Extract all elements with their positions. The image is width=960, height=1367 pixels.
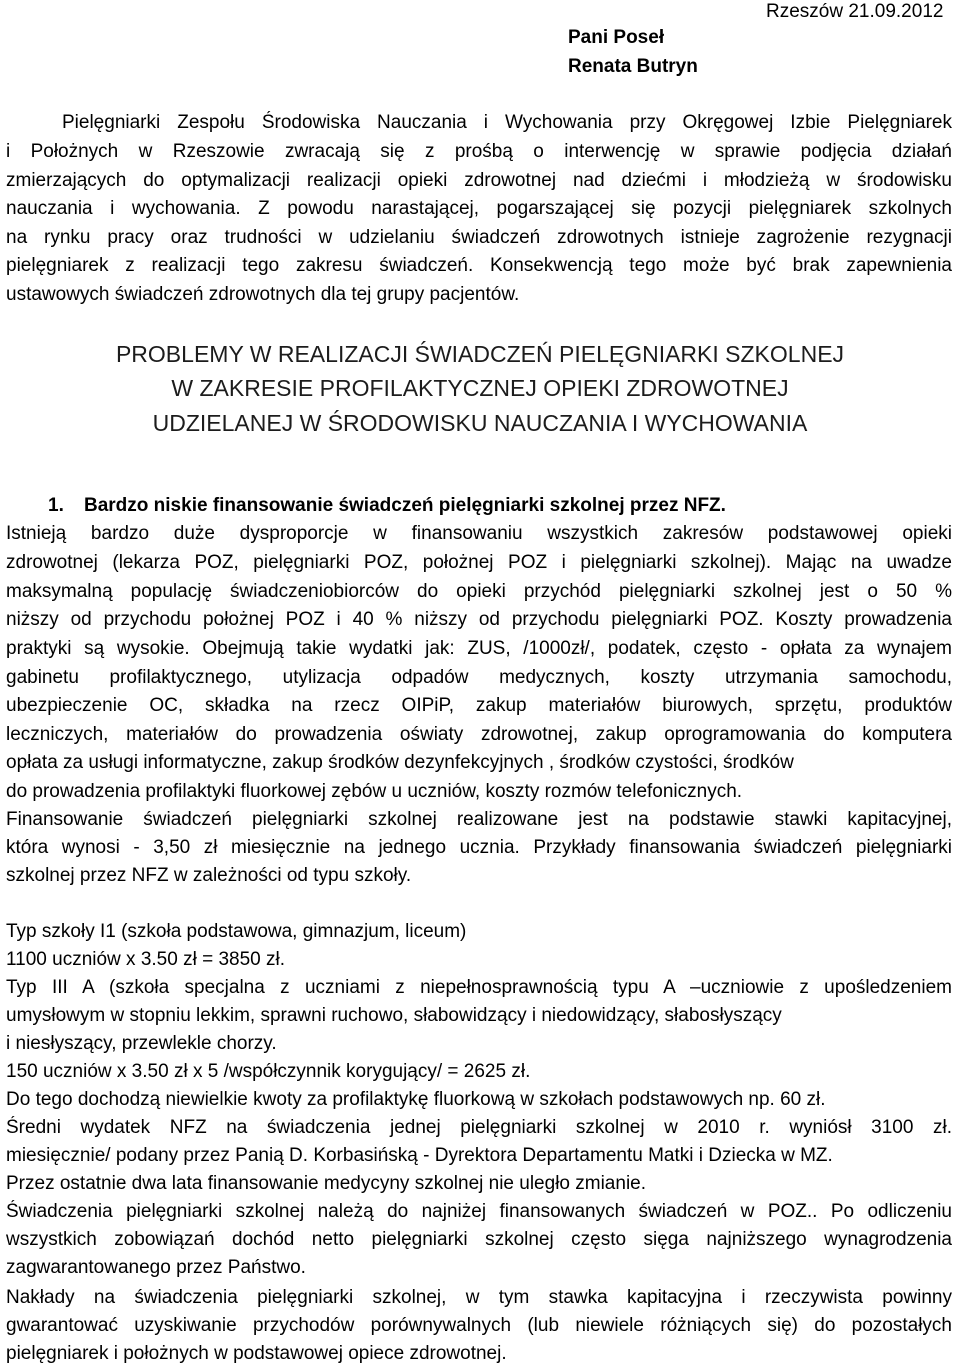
text-line: pielęgniarek z realizacji tego zakresu świadczeń. Konsekwencją tego może być brak zapewnienia xyxy=(6,255,952,276)
heading-line: PROBLEMY W REALIZACJI ŚWIADCZEŃ PIELĘGNIARKI SZKOLNEJ xyxy=(115,341,845,367)
text-line: Istnieją bardzo duże dysproporcje w finansowaniu wszystkich zakresów podstawowej opieki xyxy=(6,523,952,544)
text-line: która wynosi - 3,50 zł miesięcznie na jednego ucznia. Przykłady finansowania świadczeń pielęgniarki xyxy=(6,837,952,858)
text-line: zmierzających do optymalizacji realizacji opieki zdrowotnej nad dziećmi i młodzieżą w środowisku xyxy=(6,170,952,191)
text-line: Nakłady na świadczenia pielęgniarki szkolnej, w tym stawka kapitacyjna i rzeczywista powinny xyxy=(6,1287,952,1308)
text-line: Finansowanie świadczeń pielęgniarki szkolnej realizowane jest na podstawie stawki kapitacyjnej, xyxy=(6,809,952,830)
text-line: gwarantować uzyskiwanie przychodów porównywalnych (lub niewiele różniących się) do pozostałych xyxy=(6,1315,952,1336)
recipient-name: Renata Butryn xyxy=(568,56,698,77)
text-line: i niesłyszący, przewlekle chorzy. xyxy=(6,1033,277,1054)
text-line: wszystkich zobowiązań dochód netto pielęgniarki szkolnej często sięga najniższego wynagrodzenia xyxy=(6,1229,952,1250)
text-line: 150 uczniów x 3.50 zł x 5 /współczynnik korygujący/ = 2625 zł. xyxy=(6,1061,531,1082)
text-line: niższy od przychodu położnej POZ i 40 % niższy od przychodu pielęgniarki POZ. Koszty prowadzenia xyxy=(6,609,952,630)
text-line: pielęgniarek i położnych w podstawowej opiece zdrowotnej. xyxy=(6,1343,507,1364)
text-line: Przez ostatnie dwa lata finansowanie medycyny szkolnej nie uległo zmianie. xyxy=(6,1173,647,1194)
text-line: i Położnych w Rzeszowie zwracają się z prośbą o interwencję w sprawie podjęcia działań xyxy=(6,141,952,162)
text-line: szkolnej przez NFZ w zależności od typu szkoły. xyxy=(6,865,412,886)
section-number: 1. xyxy=(48,495,64,516)
section-title: Bardzo niskie finansowanie świadczeń pielęgniarki szkolnej przez NFZ. xyxy=(84,495,726,516)
text-line: ubezpieczenie OC, składka na rzecz OIPiP, zakup materiałów biurowych, sprzętu, produktów xyxy=(6,695,952,716)
text-line: maksymalną populację świadczeniobiorców do opieki przychód pielęgniarki szkolnej jest o 50 % xyxy=(6,581,952,602)
text-line: Typ szkoły I1 (szkoła podstawowa, gimnazjum, liceum) xyxy=(6,921,467,942)
text-line: 1100 uczniów x 3.50 zł = 3850 zł. xyxy=(6,949,286,970)
heading-line: W ZAKRESIE PROFILAKTYCZNEJ OPIEKI ZDROWOTNEJ xyxy=(171,375,789,401)
text-line: do prowadzenia profilaktyki fluorkowej zębów u uczniów, koszty rozmów telefonicznych. xyxy=(6,781,743,802)
text-line: Typ III A (szkoła specjalna z uczniami z niepełnosprawnością typu A –uczniowie z upośledzeniem xyxy=(6,977,952,998)
text-line: Do tego dochodzą niewielkie kwoty za profilaktykę fluorkową w szkołach podstawowych np. 60 zł. xyxy=(6,1089,826,1110)
text-line: miesięcznie/ podany przez Panią D. Korbasińską - Dyrektora Departamentu Matki i Dziecka w MZ. xyxy=(6,1145,833,1166)
text-line: Świadczenia pielęgniarki szkolnej należą do najniżej finansowanych świadczeń w POZ.. Po odliczeniu xyxy=(6,1201,952,1222)
text-line: zdrowotnej (lekarza POZ, pielęgniarki POZ, położnej POZ i pielęgniarki szkolnej). Mając na uwadze xyxy=(6,552,952,573)
text-line: ustawowych świadczeń zdrowotnych dla tej grupy pacjentów. xyxy=(6,284,520,305)
text-line: umysłowym w stopniu lekkim, sprawni ruchowo, słabowidzący i niedowidzący, słabosłyszący xyxy=(6,1005,782,1026)
text-line: praktyki są wysokie. Obejmują takie wydatki jak: ZUS, /1000zł/, podatek, często - opłata za wynajem xyxy=(6,638,952,659)
text-line: Pielęgniarki Zespołu Środowiska Nauczania i Wychowania przy Okręgowej Izbie Pielęgniarek xyxy=(62,112,952,133)
recipient-title: Pani Poseł xyxy=(568,27,665,48)
date: Rzeszów 21.09.2012 xyxy=(766,1,944,22)
text-line: nauczania i wychowania. Z powodu narastającej, pogarszającej się pozycji pielęgniarek szkolnych xyxy=(6,198,952,219)
text-line: zagwarantowanego przez Państwo. xyxy=(6,1257,306,1278)
text-line: opłata za usługi informatyczne, zakup środków dezynfekcyjnych , środków czystości, środków xyxy=(6,752,794,773)
text-line: gabinetu profilaktycznego, utylizacja odpadów medycznych, koszty utrzymania samochodu, xyxy=(6,667,952,688)
text-line: Średni wydatek NFZ na świadczenia jednej pielęgniarki szkolnej w 2010 r. wyniósł 3100 zł. xyxy=(6,1117,952,1138)
text-line: na rynku pracy oraz trudności w udzielaniu świadczeń zdrowotnych istnieje zagrożenie rezygnacji xyxy=(6,227,952,248)
heading-line: UDZIELANEJ W ŚRODOWISKU NAUCZANIA I WYCHOWANIA xyxy=(152,410,808,436)
text-line: leczniczych, materiałów do prowadzenia oświaty zdrowotnej, zakup oprogramowania do komputera xyxy=(6,724,952,745)
